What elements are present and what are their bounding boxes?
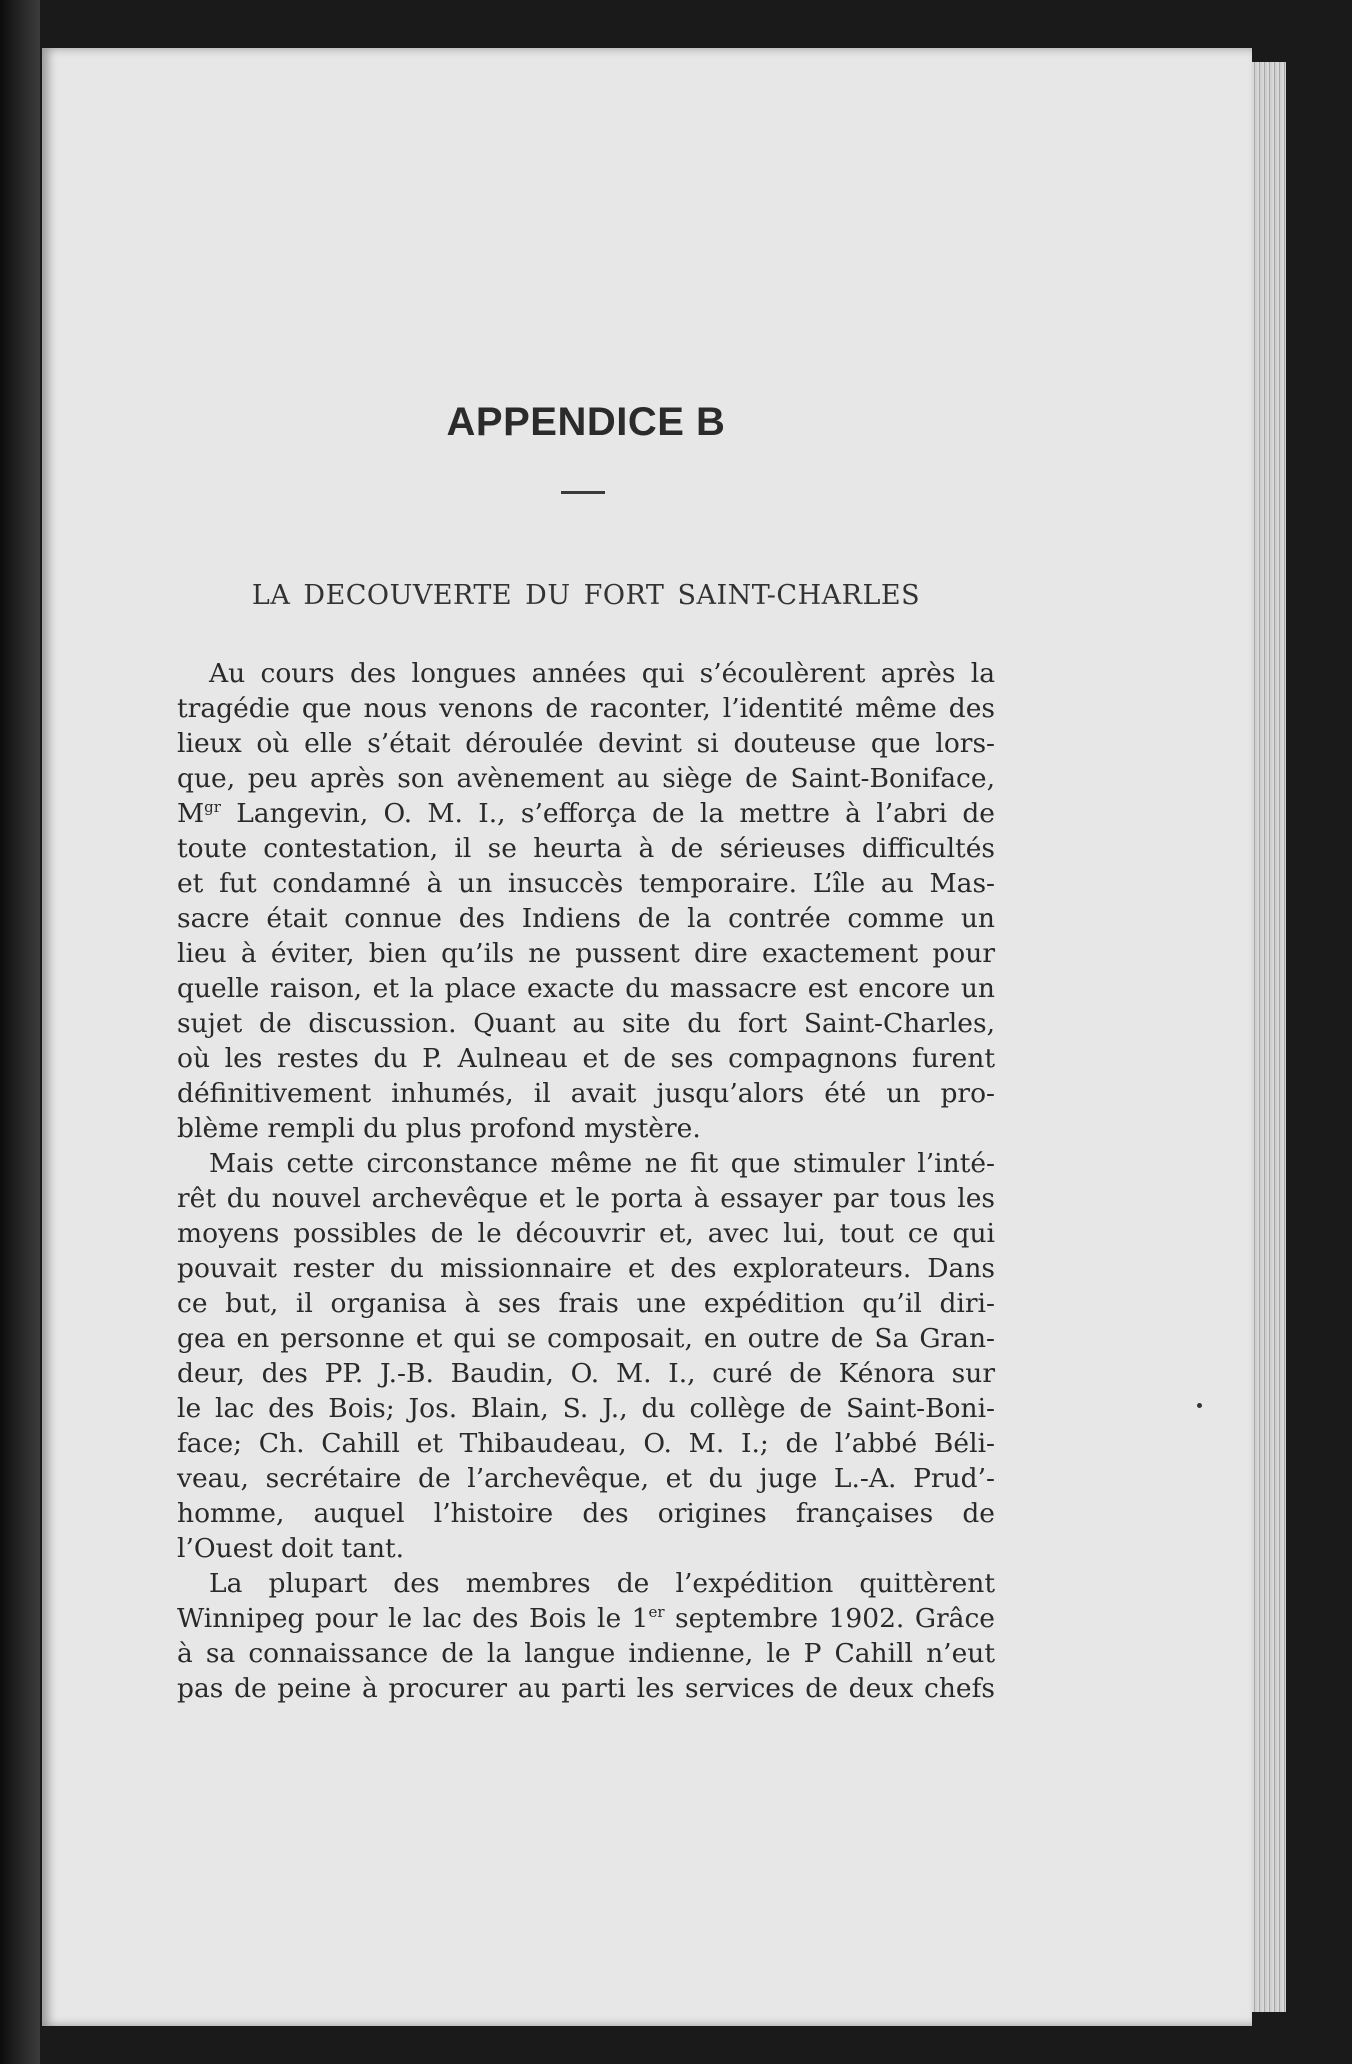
text-line: que, peu après son avènement au siège de Saint-Boniface, [177,763,995,794]
text-line: sacre était connue des Indiens de la contrée comme un [177,903,995,934]
text-line: blème rempli du plus profond mystère. [177,1113,701,1144]
paper-speck [1197,1403,1202,1408]
text-line: définitivement inhumés, il avait jusqu’alors été un pro- [177,1078,995,1109]
section-subtitle: LA DECOUVERTE DU FORT SAINT-CHARLES [251,580,921,611]
text-line: gea en personne et qui se composait, en outre de Sa Gran- [177,1323,995,1354]
text-line: deur, des PP. J.-B. Baudin, O. M. I., curé de Kénora sur [177,1358,995,1389]
text-line: Mais cette circonstance même ne fit que stimuler l’inté- [209,1148,995,1179]
text-line: $M^{gr}$ Langevin, O. M. I., s’efforça de la mettre à l’abri de [177,798,995,829]
text-line: La plupart des membres de l’expédition quittèrent [209,1568,995,1599]
text-line: moyens possibles de le découvrir et, avec lui, tout ce qui [177,1218,995,1249]
text-line: Winnipeg pour le lac des Bois le 1er septembre 1902. Grâce [177,1603,995,1634]
text-line: et fut condamné à un insuccès temporaire. L’île au Mas- [177,868,995,899]
page-edges-stack [1252,62,1286,2012]
text-line: toute contestation, il se heurta à de sérieuses difficultés [177,833,995,864]
text-line: homme, auquel l’histoire des origines françaises de [177,1498,995,1529]
text-line: veau, secrétaire de l’archevêque, et du juge L.-A. Prud’- [177,1463,995,1494]
text-line: sujet de discussion. Quant au site du fort Saint-Charles, [177,1008,995,1039]
page-title: APPENDICE B [446,400,726,444]
title-rule-divider [561,491,605,494]
text-line: rêt du nouvel archevêque et le porta à essayer par tous les [177,1183,995,1214]
text-line: face; Ch. Cahill et Thibaudeau, O. M. I.; de l’abbé Béli- [177,1428,995,1459]
text-line: à sa connaissance de la langue indienne, le P Cahill n’eut [177,1638,995,1669]
text-line: lieu à éviter, bien qu’ils ne pussent dire exactement pour [177,938,995,969]
book-binding-edge [0,0,40,2064]
text-line: où les restes du P. Aulneau et de ses compagnons furent [177,1043,995,1074]
text-line: quelle raison, et la place exacte du massacre est encore un [177,973,995,1004]
book-page [42,48,1252,2026]
text-line: tragédie que nous venons de raconter, l’identité même des [177,693,995,724]
text-line: Au cours des longues années qui s’écoulèrent après la [209,658,995,689]
text-line: lieux où elle s’était déroulée devint si douteuse que lors- [177,728,995,759]
text-line: l’Ouest doit tant. [177,1533,405,1564]
text-line: ce but, il organisa à ses frais une expédition qu’il diri- [177,1288,995,1319]
text-line: pouvait rester du missionnaire et des explorateurs. Dans [177,1253,995,1284]
body-text [177,656,995,1706]
text-line: pas de peine à procurer au parti les services de deux chefs [177,1673,995,1704]
text-line: le lac des Bois; Jos. Blain, S. J., du collège de Saint-Boni- [177,1393,995,1424]
